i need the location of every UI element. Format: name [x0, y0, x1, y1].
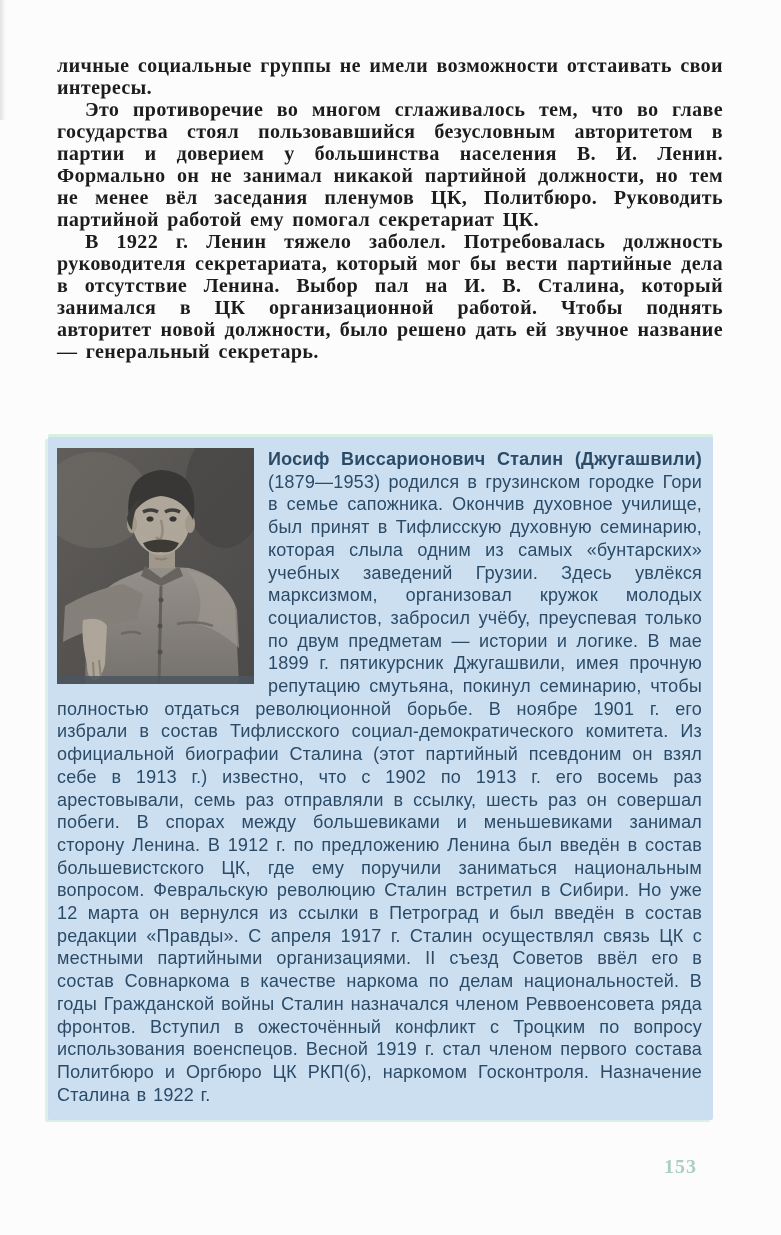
- stalin-portrait-photo: [57, 448, 254, 684]
- scan-edge-shadow: [0, 0, 6, 120]
- biography-body: (1879—1953) родился в грузинском городке Гори в семье сапожника. Окончив духовное училище, был принят в Тифлисскую духовную семинарию, которая слыла одним из самых «бунтарских» учебных заведений Грузии. Здесь увлёкся марксизмом, организовал кружок молодых социалистов, забросил учёбу, преуспевая только по двум предметам — истории и логике. В мае 1899 г. пятикурсник Джугашвили, имея прочную репутацию смутьяна, покинул семинарию, чтобы полностью отдаться революционной борьбе. В ноябре 1901 г. его избрали в состав Тифлисского социал-демократического комитета. Из официальной биографии Сталина (этот партийный псевдоним он взял себе в 1913 г.) известно, что с 1902 по 1913 г. его восемь раз арестовывали, семь раз отправляли в ссылку, шесть раз он совершал побеги. В спорах между большевиками и меньшевиками занимал сторону Ленина. В 1912 г. по предложению Ленина был введён в состав большевистского ЦК, где ему поручили заниматься национальным вопросом. Февральскую революцию Сталин встретил в Сибири. Но уже 12 марта он вернулся из ссылки в Петроград и был введён в состав редакции «Правды». С апреля 1917 г. Сталин осуществлял связь ЦК с местными партийными организациями. II съезд Советов ввёл его в состав Совнаркома в качестве наркома по делам национальностей. В годы Гражданской войны Сталин назначался членом Реввоенсовета ряда фронтов. Вступил в ожесточённый конфликт с Троцким по вопросу использования военспецов. Весной 1919 г. стал членом первого состава Политбюро и Оргбюро ЦК РКП(б), наркомом Госконтроля. Назначение Сталина в 1922 г.: [57, 471, 702, 1105]
- biography-box: [48, 437, 713, 1120]
- page-number: 153: [664, 1156, 697, 1178]
- biography-lead-name: Иосиф Виссарионович Сталин (Джугашвили): [268, 449, 702, 469]
- stalin-portrait-illustration: [57, 448, 254, 684]
- main-text-block: [57, 55, 723, 363]
- paragraph-general-secretary: В 1922 г. Ленин тяжело заболел. Потребовалась должность руководителя секретариата, который мог бы вести партийные дела в отсутствие Ленина. Выбор пал на И. В. Сталина, который занимался в ЦК организационной работой. Чтобы поднять авторитет новой должности, было решено дать ей звучное название — генеральный секретарь.: [57, 231, 723, 363]
- paragraph-continuation: личные социальные группы не имели возможности отстаивать свои интересы.: [57, 55, 723, 99]
- paragraph-lenin-authority: Это противоречие во многом сглаживалось тем, что во главе государства стоял пользовавшийся безусловным авторитетом в партии и доверием у большинства населения В. И. Ленин. Формально он не занимал никакой партийной должности, но тем не менее вёл заседания пленумов ЦК, Политбюро. Руководить партийной работой ему помогал секретариат ЦК.: [57, 99, 723, 231]
